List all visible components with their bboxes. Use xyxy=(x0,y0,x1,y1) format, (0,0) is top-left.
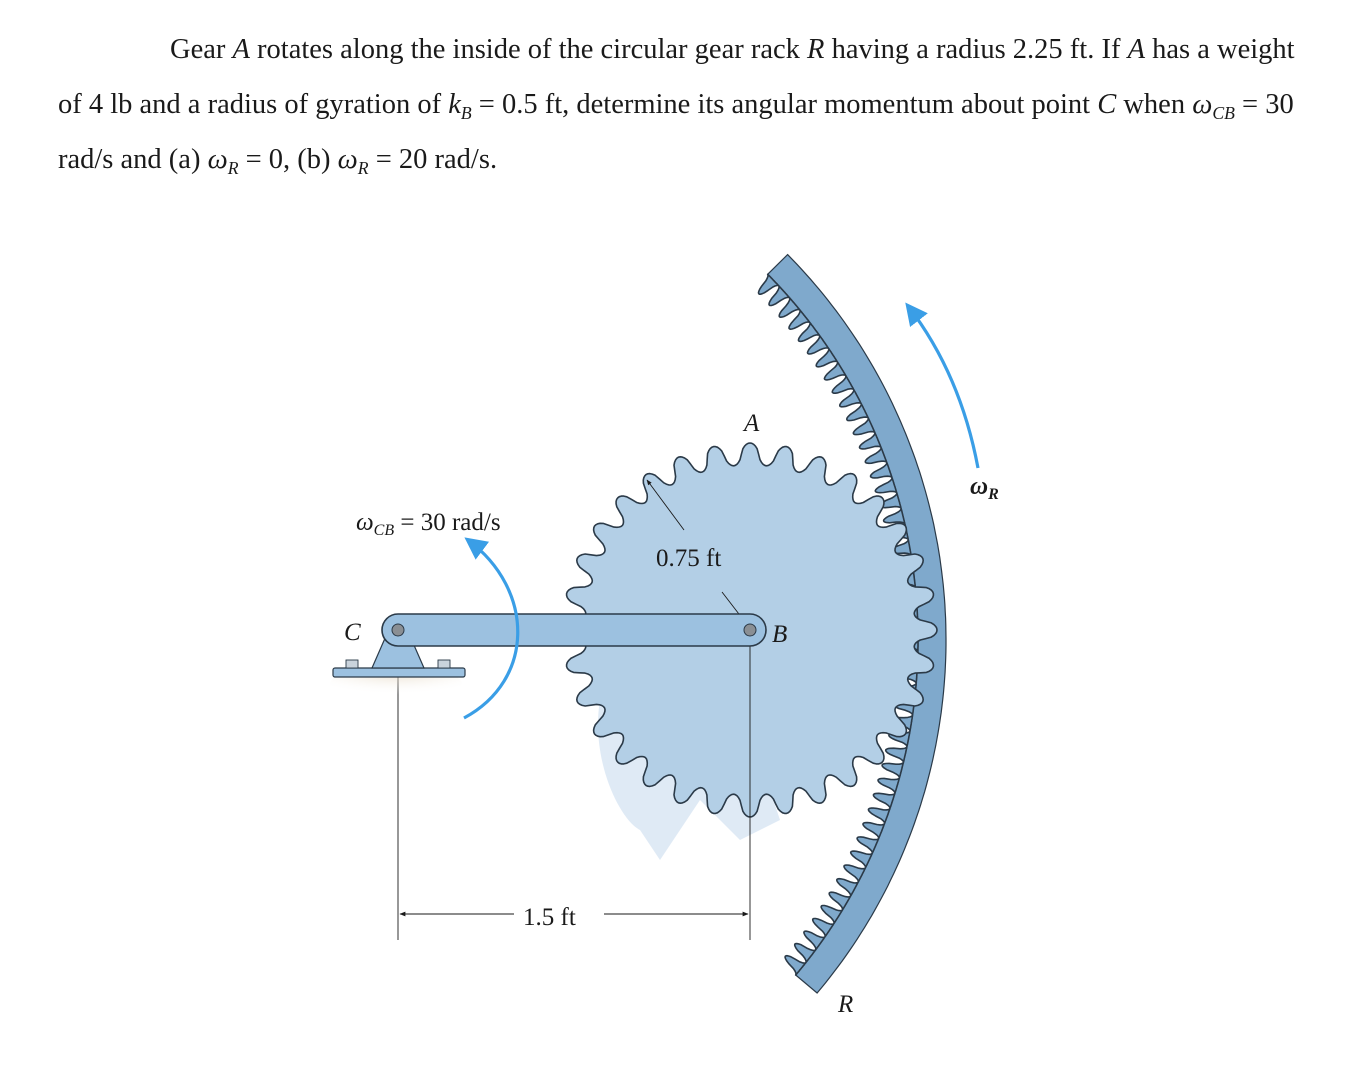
omega-cb-label: $\omega_{CB} = 30$ rad/s xyxy=(356,509,501,539)
omega-r-label: $\omega_R$ xyxy=(970,473,999,503)
radius-label: 0.75 ft xyxy=(656,545,722,572)
problem-text: Gear A rotates along the inside of the circular gear rack R having a radius 2.25 ft. If A has a weight of 4 lb and a radius of gyration of $k_B = 0.5$ ft, determine its angular momentum about point C when $\omega_{CB} = 30$ rad/s and (a) $\omega_R = 0$, (b) $\omega_R = 20$ rad/s. xyxy=(58,34,1295,179)
pin-b xyxy=(744,624,756,636)
point-b-label: B xyxy=(772,621,788,648)
base-plate xyxy=(333,668,465,677)
bolt-left xyxy=(346,660,358,668)
bolt-right xyxy=(438,660,450,668)
gear-label: A xyxy=(744,410,760,437)
omega-r-arrow xyxy=(908,306,978,468)
rack-label: R xyxy=(838,991,854,1018)
arm-bar xyxy=(382,614,766,646)
arm-cb xyxy=(382,614,766,646)
point-c-label: C xyxy=(344,619,361,646)
arm-length-label: 1.5 ft xyxy=(523,904,576,931)
pin-c xyxy=(392,624,404,636)
